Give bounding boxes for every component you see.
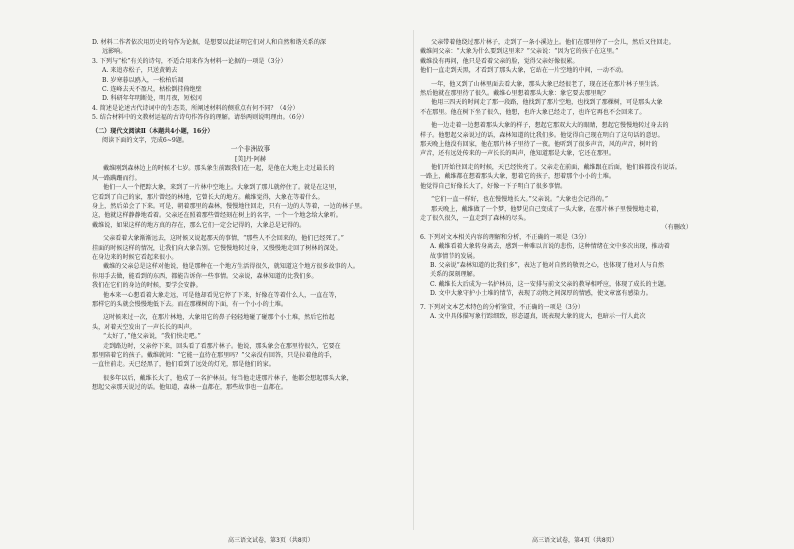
right-page-text-line: 关系的深刻理解。 xyxy=(430,271,479,279)
left-page-text-line: 3. 下列与“松”有关的诗句，不适合用来作为材料一论据的一项是（3分） xyxy=(92,57,287,65)
right-page-text-line: 那天晚上他没有回家，他在那片林子里待了一夜。他听到了很多声音，风的声音，树叶的 xyxy=(420,141,658,149)
left-page-text-line: “太好了，”他父亲说，“我们快走吧。” xyxy=(103,333,201,341)
right-page-text-line: 样子。他想起父亲说过的话，森林知道的比我们多。他觉得自己现在明白了这句话的意思。 xyxy=(420,131,664,139)
left-page-text-line: 走到路边时，父亲停下来，回头看了看那片林子。他说，那头象会在那里待很久，它要在 xyxy=(103,342,341,350)
right-page-text-line: 6. 下列对文本相关内容的理解和分析，不正确的一项是（3分） xyxy=(420,233,591,241)
right-page-text-line: 不在那里。他在树下坐了很久，他想，也许大象已经走了，也许它再也不会回来了。 xyxy=(420,108,646,116)
right-page-text-line: 然后他就在那里待了很久。戴维心里想着那头大象：象它要去那里呢？ xyxy=(420,90,609,98)
left-page-text-line: 这，他就这样静静地看着。父亲还在照着那些曾经刻在树上的名字，一个一个地念给大象听。 xyxy=(92,212,342,220)
right-page-text-line: 戴维没有再问，他只是看着父亲的脸，觉得父亲好像很累。 xyxy=(420,57,579,65)
left-page-text-line: B. 岁寒暮以鸥入，一松柏后凋 xyxy=(102,76,184,84)
left-page-text-line: 在身边来的时候它看起来很小。 xyxy=(92,253,178,261)
right-page-text-line: 他觉得自己好像长大了，好像一下子明白了很多事情。 xyxy=(420,182,567,190)
left-page-text-line: 5. 结合材料中的文教材运福的古诗句作答你的理解。请举两则说明理由。（6分） xyxy=(92,114,308,122)
left-page-text-line: D. 科研年年明断处，明月夜，短松冈 xyxy=(102,95,202,103)
right-page-text-line: 父亲带着他绕过那片林子，走到了一条小溪边上。他们在那里停了一会儿，然后又往回走。 xyxy=(431,39,675,46)
left-page-text-line: 身上，然后弟会了下来。可是，朝着那里的森林，慢慢地往回走，只有一边的人等着，一边的林子里。 xyxy=(92,202,367,210)
right-page-text-line: 他一边走着一边想着那头大象的样子，想起它那双大大的眼睛，想起它慢慢地转过身去的 xyxy=(431,122,669,130)
right-page-text-line: 戴维问父亲：“大象为什么要到这里来？”父亲说：“因为它的孩子在这里。” xyxy=(420,48,619,56)
right-page-text-line: C. 戴维长大后成为一名护林员，这一安排与前文父亲的教导相呼应，体现了成长的主题。 xyxy=(430,280,670,288)
left-page-text-line: 他们一人一个把踪大象，来到了一片林中空地上。大象到了那儿就停住了。就是在这里， xyxy=(103,184,341,192)
left-page-text-line: 那里陪着它的孩子。戴维就问：“它能一直待在那里吗？”父亲没有回答，只是拉着他的手， xyxy=(92,352,336,359)
right-page-text-line: D. 文中大象守护小土堆的情节，表现了动物之间深厚的情感，使文章富有感染力。 xyxy=(430,290,652,298)
left-page-text-line: 我们在它们的身边的时候，要学会安静。 xyxy=(92,282,202,290)
left-page-text-line: [美]丹·阿赫 xyxy=(234,155,267,163)
left-page-text-line: 你用手去做，能看到的东西，都能告诉你一些事情。父亲说，森林知道的比我们多。 xyxy=(92,272,318,280)
left-page-text-line: 他本来一心想看着大象走远，可是他却看见它停了下来，好像在等着什么人，一直在等， xyxy=(103,291,341,299)
right-page-text-line: 他用三四天的时间走了那一段路，他找到了那片空地，也找到了那棵树，可是那头大象 xyxy=(431,99,663,107)
right-page-text-line: （有删改） xyxy=(661,224,692,232)
left-page-text-line: D. 材料二作者依次用历史的句作为论据，是想要以此证明它们对人和自然和谐关系的深 xyxy=(92,39,327,46)
left-page-text-line: 远影响。 xyxy=(102,48,127,56)
footer-page-4: 高三语文试卷，第4页（共8页） xyxy=(532,537,618,544)
right-page-text-line: 7. 下列对文本艺术特色的分析鉴赏，不正确的一项是（3分） xyxy=(420,303,584,311)
left-page-text-line: 想起父亲那天说过的话。他知道，森林一直都在，那些故事也一直都在。 xyxy=(92,384,287,392)
right-page-text-line: A. 戴维看着大象转身离去，感到一种难以言说的悲伤，这种情绪在文中多次出现，推动着 xyxy=(430,243,670,251)
left-page-text-line: 挂面的时候这样的情况，让我们向大象告别。它慢慢地转过身，又慢慢地走回了树林的深处。 xyxy=(92,244,342,252)
right-page-text-line: 他们一直走到天黑，才看到了那头大象，它站在一片空地的中间，一动不动。 xyxy=(420,67,628,75)
left-page-text-line: 戴维说，如果这样的地方真的存在，那么它们一定会记得的，大象总是记得的。 xyxy=(92,221,306,229)
left-page-text-line: 一直往前走。天已经黑了，他们看到了远处的灯光，那是他们的家。 xyxy=(92,361,275,369)
left-page-text-line: 戴维的父亲总是这样对他说，他是那种在一个地方生活得很久，就知道这个地方很多故事的人。 xyxy=(103,263,359,271)
right-page-text-line: 他们开始往回走的时候，天已经快亮了。父亲走在前面，戴维跟在后面，他们谁都没有说话。 xyxy=(431,163,681,171)
right-page-column xyxy=(420,38,710,528)
left-page-text-line: 那样它的头就会慢慢地低下去。而在那棵树的下面，有一个小小的土堆。 xyxy=(92,300,287,308)
right-page-text-line: “它们一直一样好，也在慢慢地长大。”父亲说。“大象也会记得的。” xyxy=(431,196,608,204)
left-page-text-line: 很多年以后，戴维长大了，他成了一名护林员。每当他走进那片林子，他都会想起那头大象， xyxy=(103,374,353,382)
right-page-text-line: 走了很久很久，一直走到了森林的尽头。 xyxy=(420,214,530,222)
left-page-text-line: 这时候来过一次，在那片林地，大象用它的鼻子轻轻地碰了碰那个小土堆，然后它抬起 xyxy=(103,314,335,322)
left-page-text-line: 阅读下面的文字，完成6~9题。 xyxy=(102,137,188,145)
left-page-text-line: A. 来追赤松子，只送黄鹤去 xyxy=(102,67,178,75)
left-page-text-line: 一个非洲故事 xyxy=(230,145,271,154)
footer-page-3: 高三语文试卷，第3页（共8页） xyxy=(228,537,314,544)
right-page-text-line: 声音，还有远处传来的一声长长的叫声，他知道那是大象，它还在那里。 xyxy=(420,150,615,158)
left-page-text-line: 4. 简述是论述古代诗词中的生态美，所阐述材料的侧重点有何不同？（4分） xyxy=(92,104,299,112)
left-page-text-line: 父亲看着大象渐渐远去，这时候又说起那天的事情，“那些人不会回来的，他们已经死了。” xyxy=(103,235,344,243)
page-divider xyxy=(413,30,414,530)
right-page-text-line: 故事情节的发展。 xyxy=(430,252,479,260)
right-page-text-line: 一路上，戴维都在想着那头大象，想着它的孩子，想着那个小小的土堆。 xyxy=(420,173,615,181)
left-page-column xyxy=(92,38,409,528)
left-page-text-line: C. 连峰去天不盈尺，枯松倒挂倚绝壁 xyxy=(102,86,202,94)
left-page-text-line: 头，对着天空发出了一声长长的叫声。 xyxy=(92,323,196,331)
left-page-text-line: 它看到了自己的家，那片曾经的林地，它曾长大的地方。戴维觉得，大象在等着什么。 xyxy=(92,193,324,201)
left-page-text-line: 风一路蹒跚而行。 xyxy=(92,174,141,182)
right-page-text-line: A. 文中具体描写象行踪细致，形态逼真，既表现大象的庞大，也暗示一行人此次 xyxy=(430,312,646,320)
left-page-text-line: 戴维刚到森林边上的时候才七岁。那头象生前跟我们在一起，是他在大地上走过最长的 xyxy=(103,165,335,173)
right-page-text-line: 那天晚上，戴维做了一个梦，他梦见自己变成了一头大象，在那片林子里慢慢地走着， xyxy=(431,205,663,213)
right-page-text-line: 一年，他又到了山林里面去看大象，那头大象已经很老了，现在还在那片林子里生活。 xyxy=(431,80,663,88)
right-page-text-line: B. 父亲说“森林知道的比我们多”，表达了他对自然的敬畏之心，也体现了他对人与自然 xyxy=(430,261,664,269)
left-page-text-line: （二）现代文阅读Ⅱ（本题共4小题，16分） xyxy=(92,127,214,135)
